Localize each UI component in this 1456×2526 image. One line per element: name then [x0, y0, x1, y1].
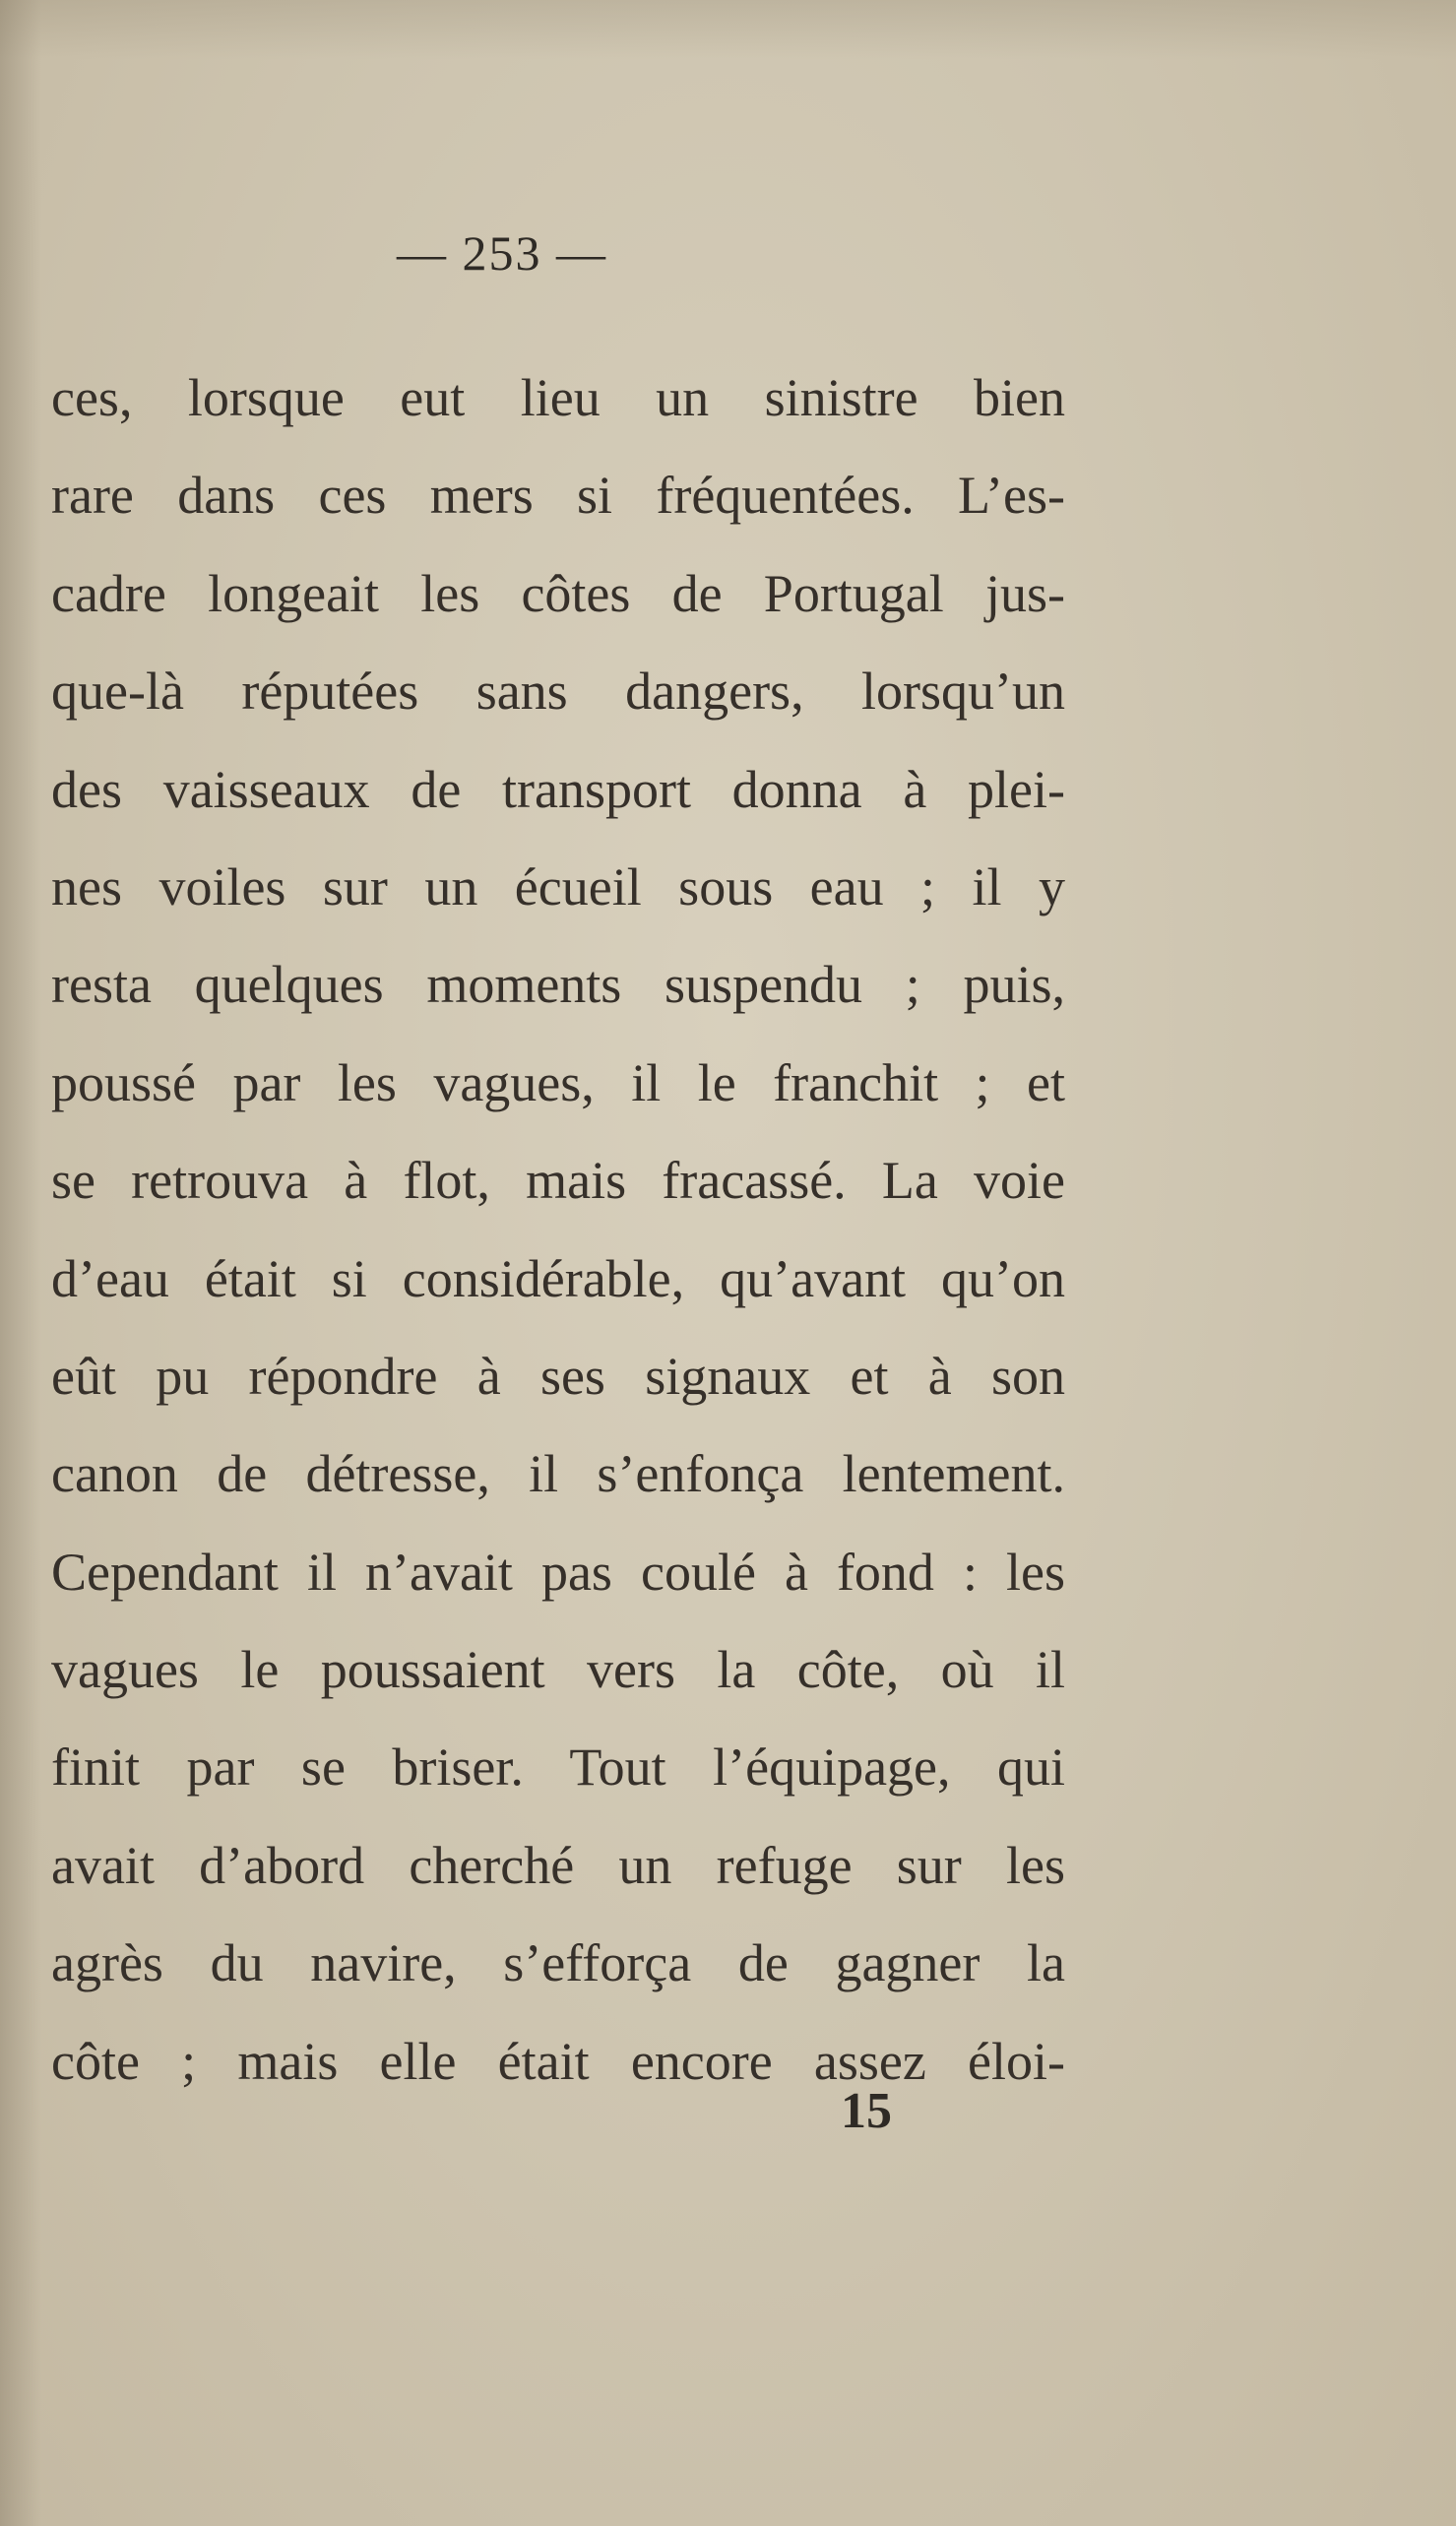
text-line: que-là réputées sans dangers, lorsqu’un — [51, 662, 1065, 722]
text-line: rare dans ces mers si fréquentées. L’es- — [51, 466, 1065, 526]
text-line: nes voiles sur un écueil sous eau ; il y — [51, 856, 1065, 916]
text-line: agrès du navire, s’efforça de gagner la — [51, 1933, 1065, 1993]
gutter-shadow — [0, 0, 41, 2526]
text-line: vagues le poussaient vers la côte, où il — [51, 1640, 1065, 1700]
page-number-header: — 253 — — [397, 225, 607, 281]
signature-mark: 15 — [841, 2083, 892, 2139]
text-line: resta quelques moments suspendu ; puis, — [51, 955, 1065, 1015]
text-line: se retrouva à flot, mais fracassé. La voie — [51, 1151, 1065, 1211]
text-line: d’eau était si considérable, qu’avant qu’on — [51, 1248, 1065, 1308]
text-line: canon de détresse, il s’enfonça lentement. — [51, 1444, 1065, 1504]
text-line: côte ; mais elle était encore assez éloi- — [51, 2031, 1065, 2091]
top-edge-shadow — [0, 0, 1456, 59]
text-line: des vaisseaux de transport donna à plei- — [51, 759, 1065, 819]
text-line: avait d’abord cherché un refuge sur les — [51, 1835, 1065, 1895]
text-line: Cependant il n’avait pas coulé à fond : les — [51, 1542, 1065, 1602]
text-line: poussé par les vagues, il le franchit ; et — [51, 1052, 1065, 1112]
body-text — [51, 349, 1065, 2111]
text-line: cadre longeait les côtes de Portugal jus- — [51, 563, 1065, 623]
text-line: ces, lorsque eut lieu un sinistre bien — [51, 368, 1065, 427]
text-line: finit par se briser. Tout l’équipage, qui — [51, 1737, 1065, 1798]
text-line: eût pu répondre à ses signaux et à son — [51, 1346, 1065, 1406]
